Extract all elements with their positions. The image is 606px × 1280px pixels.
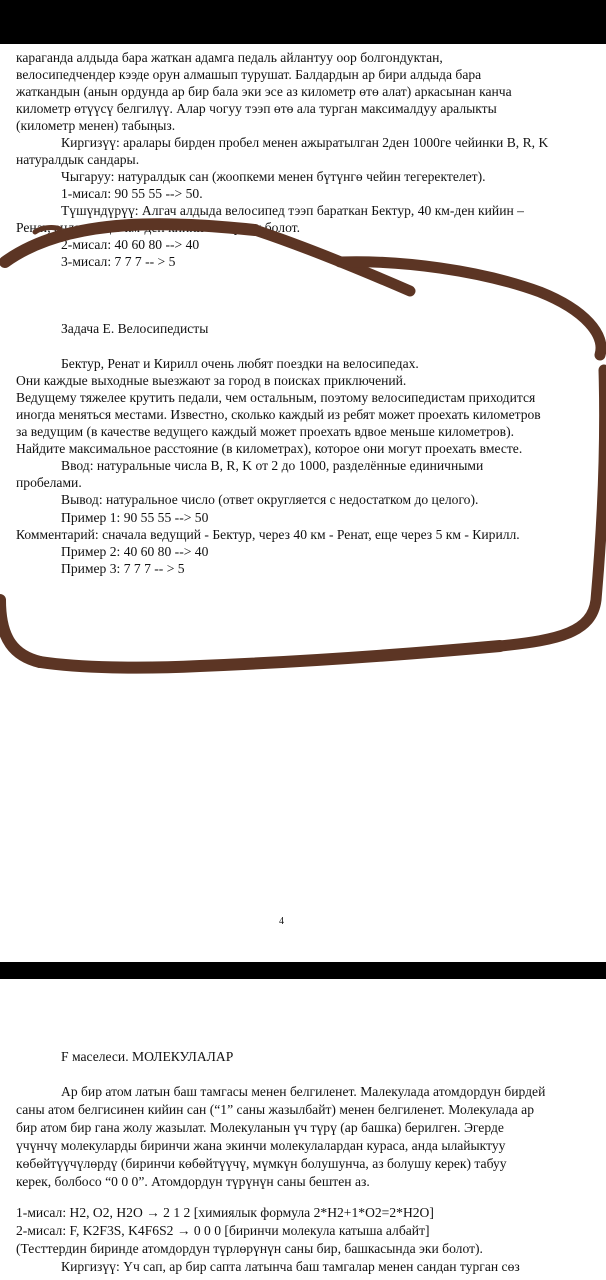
text-line: Они каждые выходные выезжают за город в поисках приключений.	[16, 373, 407, 388]
text-line: 2-мисал: 40 60 80 --> 40	[61, 237, 200, 252]
text-line: көбөйтүүчүлөрдү (биринчи көбөйтүүчү, мүмкүн болушунча, аз болушу керек) табуу	[16, 1156, 507, 1171]
text-line: караганда алдыда бара жаткан адамга педаль айлантуу оор болгондуктан,	[16, 50, 443, 65]
text-line: Ар бир атом латын баш тамгасы менен белгиленет. Малекулада атомдордун бирдей	[61, 1084, 546, 1099]
text-line: Бектур, Ренат и Кирилл очень любят поездки на велосипедах.	[61, 356, 419, 371]
text-line: (километр менен) табыңыз.	[16, 118, 176, 133]
text-line: пробелами.	[16, 475, 82, 490]
text-line: Киргизүү: Үч сап, ар бир сапта латынча баш тамгалар менен сандан турган сөз	[61, 1259, 520, 1274]
text-line: Ренат, андан соң 5 км-ден кийин – Кирилл болот.	[16, 220, 301, 235]
text-line: саны атом белгисинен кийин сан (“1” саны жазылбайт) менен белгиленет. Молекулада ар	[16, 1102, 535, 1117]
text-line: үчүнчү молекуларды биринчи жана экинчи молекулалардан кураса, анда ылайыктуу	[16, 1138, 506, 1153]
page-title: F маселеси. МОЛЕКУЛАЛАР	[61, 1049, 234, 1064]
text-line: Чыгаруу: натуралдык сан (жоопкеми менен бүтүнгө чейин тегеректелет).	[61, 169, 486, 184]
page-number: 4	[279, 916, 284, 927]
text-line: Найдите максимальное расстояние (в километрах), которое они могут проехать вместе.	[16, 441, 523, 456]
document-page-4	[0, 44, 606, 962]
text-line: натуралдык сандары.	[16, 152, 140, 167]
text-line: бир атом бир гана жолу жазылат. Молекуланын үч түрү (ар башка) берилген. Эгерде	[16, 1120, 504, 1135]
text-line: велосипедчендер кээде орун алмашып турушат. Балдардын ар бири алдыда бара	[16, 67, 482, 82]
text-line: 1-мисал: 90 55 55 --> 50.	[61, 186, 203, 201]
text-line: иногда меняться местами. Известно, сколько каждый из ребят может проехать километров	[16, 407, 541, 422]
text-line: (Тесттердин биринде атомдордун түрлөрүнүн саны бир, башкасында эки болот).	[16, 1241, 483, 1256]
text-line: жаткандын (анын ордунда ар бир бала эки эсе аз километр өтө алат) аркасынан канча	[16, 84, 512, 99]
text-line: 3-мисал: 7 7 7 -- > 5	[61, 254, 176, 269]
text-line: Вывод: натуральное число (ответ округляется с недостатком до целого).	[61, 492, 479, 507]
text-line: Ввод: натуральные числа B, R, K от 2 до 1000, разделённые единичными	[61, 458, 484, 473]
text-line: Ведущему тяжелее крутить педали, чем остальным, поэтому велосипедистам приходится	[16, 390, 536, 405]
text-line: километр өтүүсү белгилүү. Алар чогуу тээп өтө ала турган максималдуу аралыкты	[16, 101, 497, 116]
top-black-bar	[0, 0, 606, 44]
text-line: Комментарий: сначала ведущий - Бектур, через 40 км - Ренат, еще через 5 км - Кирилл.	[16, 527, 520, 542]
text-line: Пример 2: 40 60 80 --> 40	[61, 544, 209, 559]
text-line: Пример 1: 90 55 55 --> 50	[61, 510, 209, 525]
text-line: керек, болбосо “0 0 0”. Атомдордун түрүнүн саны бештен аз.	[16, 1174, 370, 1189]
text-line: Түшүндүрүү: Алгач алдыда велосипед тээп бараткан Бектур, 40 км-ден кийин –	[61, 203, 524, 218]
text-line: за ведущим (в качестве ведущего каждый может проехать вдвое меньше километров).	[16, 424, 515, 439]
text-line: 2-мисал: F, K2F3S, K4F6S2 → 0 0 0 [биринчи молекула катыша албайт]	[16, 1223, 430, 1238]
page-separator-bar	[0, 962, 606, 979]
text-line: 1-мисал: H2, O2, H2O → 2 1 2 [химиялык формула 2*H2+1*O2=2*H2O]	[16, 1205, 434, 1220]
text-line: Киргизүү: аралары бирден пробел менен ажыратылган 2ден 1000ге чейинки B, R, K	[61, 135, 549, 150]
text-line: Пример 3: 7 7 7 -- > 5	[61, 561, 185, 576]
task-title: Задача E. Велосипедисты	[61, 321, 209, 336]
document-page-next	[0, 979, 606, 1280]
